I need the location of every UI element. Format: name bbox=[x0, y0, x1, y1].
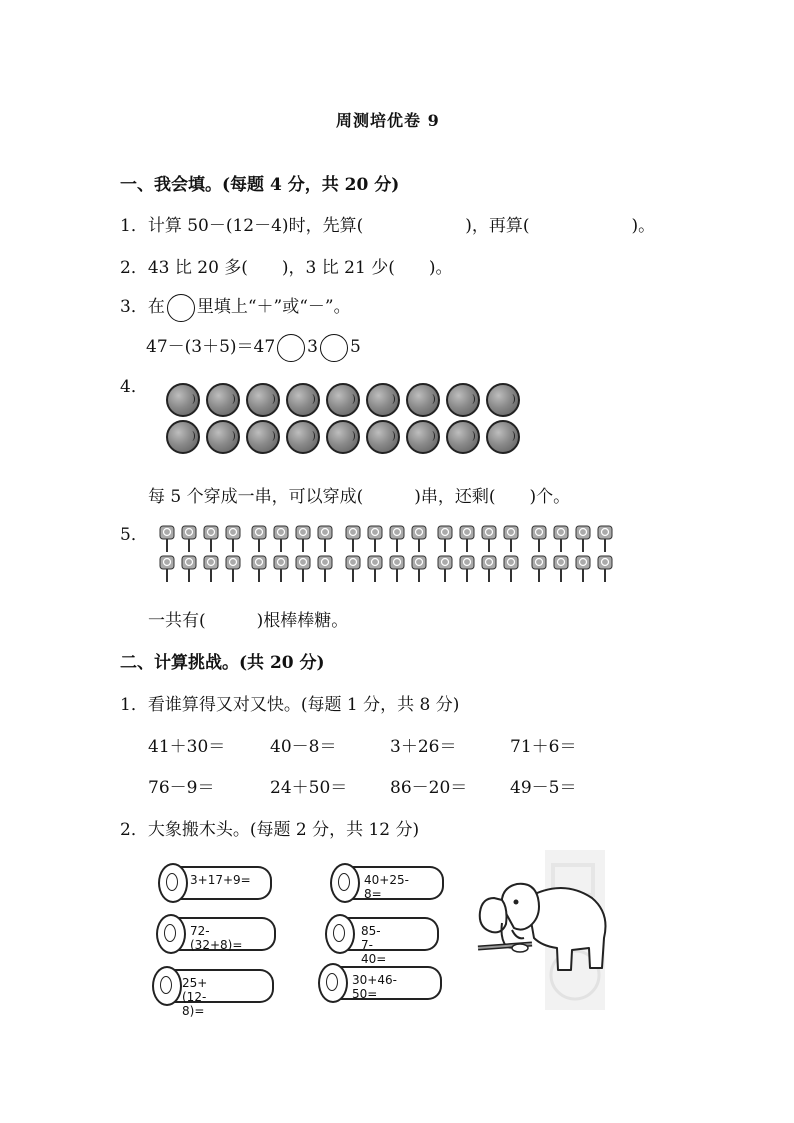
lollipop-icon bbox=[598, 556, 612, 582]
lollipop-icon bbox=[368, 526, 382, 552]
section1-heading: 一、我会填。(每题 4 分，共 20 分) bbox=[120, 175, 400, 195]
lollipop-icon bbox=[438, 526, 452, 552]
lollipop-icon bbox=[226, 556, 240, 582]
ball-icon bbox=[326, 420, 360, 454]
log-expression: 3+17+9= bbox=[190, 873, 251, 887]
question-1-5-text: 一共有( )根棒棒糖。 bbox=[148, 611, 349, 631]
ball-icon bbox=[166, 420, 200, 454]
question-1-5-number: 5． bbox=[120, 525, 148, 545]
lollipop-icon bbox=[598, 526, 612, 552]
ball-icon bbox=[326, 383, 360, 417]
lollipop-icon bbox=[274, 556, 288, 582]
calc-6: 24＋50＝ bbox=[270, 778, 348, 798]
question-1-3 bbox=[120, 292, 351, 322]
ball-icon bbox=[486, 383, 520, 417]
log-icon bbox=[325, 914, 355, 954]
ball-icon bbox=[406, 383, 440, 417]
lollipop-icon bbox=[460, 526, 474, 552]
calc-5: 76－9＝ bbox=[148, 778, 215, 798]
lollipop-icon bbox=[504, 526, 518, 552]
log-icon bbox=[318, 963, 348, 1003]
log-expression: 25+(12-8)= bbox=[182, 976, 208, 1018]
lollipop-icon bbox=[252, 556, 266, 582]
log-icon bbox=[330, 863, 360, 903]
lollipop-icon bbox=[460, 556, 474, 582]
lollipop-icon bbox=[482, 526, 496, 552]
equation-left: 47－(3＋5)＝47 bbox=[146, 337, 276, 357]
answer-circle-icon bbox=[167, 294, 195, 322]
equation-right: 5 bbox=[350, 337, 361, 357]
lollipop-icon bbox=[204, 556, 218, 582]
lollipop-icon bbox=[204, 526, 218, 552]
lollipop-icon bbox=[346, 526, 360, 552]
lollipop-icon bbox=[504, 556, 518, 582]
lollipop-icon bbox=[252, 526, 266, 552]
calc-2: 40－8＝ bbox=[270, 737, 337, 757]
lollipop-icon bbox=[318, 526, 332, 552]
question-1-2: 2．43 比 20 多( )，3 比 21 少( )。 bbox=[120, 258, 453, 278]
lollipop-icon bbox=[182, 526, 196, 552]
lollipop-icon bbox=[412, 556, 426, 582]
ball-icon bbox=[286, 383, 320, 417]
question-1-3-instruction: 里填上“＋”或“－”。 bbox=[196, 297, 351, 317]
lollipop-icon bbox=[532, 556, 546, 582]
ball-icon bbox=[446, 420, 480, 454]
lollipop-icon bbox=[390, 556, 404, 582]
lollipop-icon bbox=[412, 526, 426, 552]
question-1-1: 1．计算 50－(12－4)时，先算( )，再算( )。 bbox=[120, 216, 656, 236]
ball-icon bbox=[446, 383, 480, 417]
lollipop-icon bbox=[438, 556, 452, 582]
lollipop-icon bbox=[182, 556, 196, 582]
lollipop-icon bbox=[482, 556, 496, 582]
lollipop-icon bbox=[296, 556, 310, 582]
lollipop-icon bbox=[368, 556, 382, 582]
lollipop-icon bbox=[226, 526, 240, 552]
ball-icon bbox=[366, 420, 400, 454]
ball-icon bbox=[366, 383, 400, 417]
calc-3: 3＋26＝ bbox=[390, 737, 457, 757]
calc-1: 41＋30＝ bbox=[148, 737, 226, 757]
ball-icon bbox=[206, 383, 240, 417]
lollipop-icon bbox=[274, 526, 288, 552]
section2-heading: 二、计算挑战。(共 20 分) bbox=[120, 653, 325, 673]
question-1-3-equation bbox=[146, 332, 361, 362]
ball-icon bbox=[406, 420, 440, 454]
answer-circle-2[interactable] bbox=[320, 334, 348, 362]
calc-7: 86－20＝ bbox=[390, 778, 468, 798]
ball-icon bbox=[246, 420, 280, 454]
question-1-3-number: 3．在 bbox=[120, 297, 165, 317]
log-expression: 85-7-40= bbox=[361, 924, 387, 966]
question-2-1: 1．看谁算得又对又快。(每题 1 分，共 8 分) bbox=[120, 695, 460, 715]
log-expression: 30+46-50= bbox=[352, 973, 397, 1001]
lollipop-icon bbox=[160, 556, 174, 582]
lollipop-icon bbox=[296, 526, 310, 552]
lollipop-icon bbox=[554, 526, 568, 552]
question-2-2: 2．大象搬木头。(每题 2 分，共 12 分) bbox=[120, 820, 420, 840]
answer-circle-1[interactable] bbox=[277, 334, 305, 362]
lollipop-icon bbox=[576, 556, 590, 582]
lollipop-icon bbox=[576, 526, 590, 552]
lollipop-icon bbox=[532, 526, 546, 552]
equation-mid: 3 bbox=[307, 337, 318, 357]
ball-icon bbox=[246, 383, 280, 417]
ball-icon bbox=[486, 420, 520, 454]
ball-icon bbox=[286, 420, 320, 454]
calc-8: 49－5＝ bbox=[510, 778, 577, 798]
calc-4: 71＋6＝ bbox=[510, 737, 577, 757]
elephant-icon bbox=[472, 868, 612, 978]
ball-icon bbox=[166, 383, 200, 417]
log-icon bbox=[156, 914, 186, 954]
log-expression: 40+25-8= bbox=[364, 873, 409, 901]
lollipop-icon bbox=[318, 556, 332, 582]
lollipop-icon bbox=[554, 556, 568, 582]
question-1-4-text: 每 5 个穿成一串，可以穿成( )串，还剩( )个。 bbox=[148, 487, 571, 507]
log-icon bbox=[158, 863, 188, 903]
question-1-4-number: 4． bbox=[120, 377, 148, 397]
lollipop-icon bbox=[346, 556, 360, 582]
lollipop-grid bbox=[155, 522, 625, 592]
log-expression: 72-(32+8)= bbox=[190, 924, 243, 952]
log-icon bbox=[152, 966, 182, 1006]
page-title: 周测培优卷 9 bbox=[336, 111, 440, 130]
ball-icon bbox=[206, 420, 240, 454]
lollipop-icon bbox=[160, 526, 174, 552]
lollipop-icon bbox=[390, 526, 404, 552]
